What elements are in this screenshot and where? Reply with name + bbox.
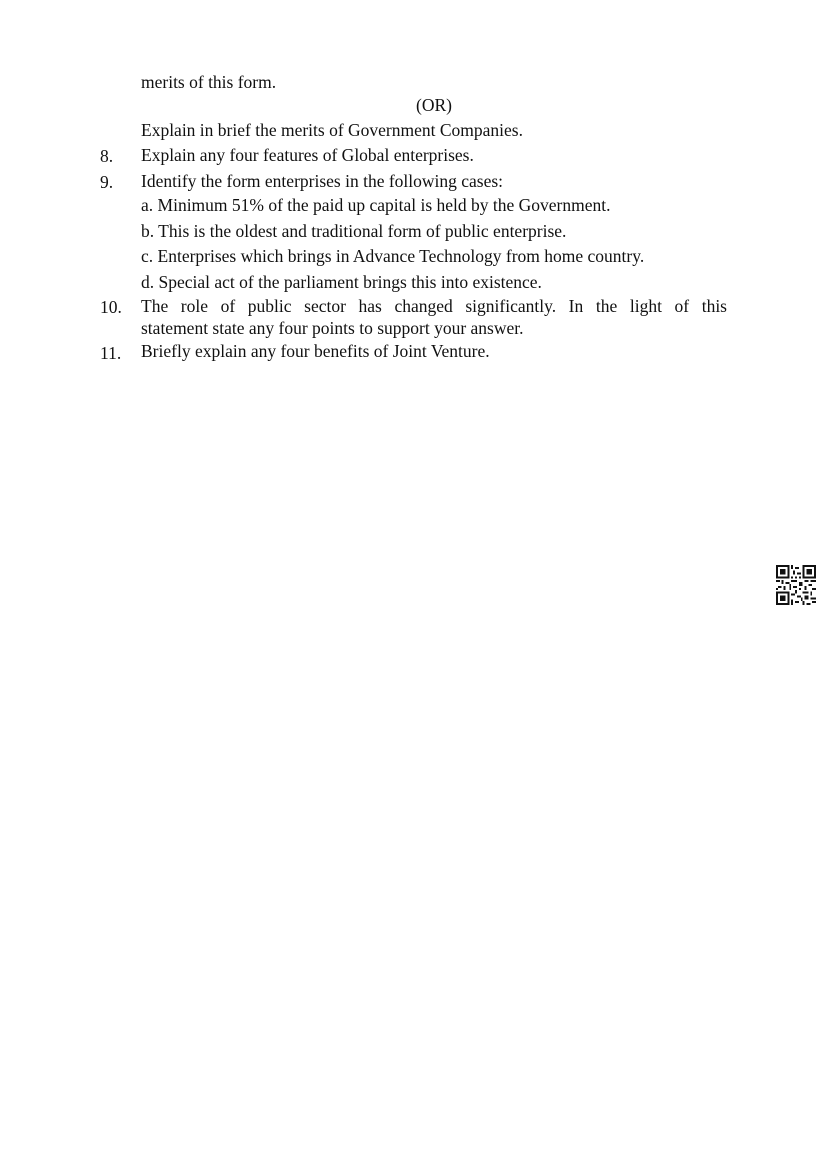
alternative-question-text: Explain in brief the merits of Government Companies. xyxy=(141,120,523,140)
question-text: Explain any four features of Global enterprises. xyxy=(141,145,474,165)
sub-item: c. Enterprises which brings in Advance Technology from home country. xyxy=(141,246,645,266)
question-number: 11. xyxy=(100,343,122,363)
qr-code-icon xyxy=(776,565,816,605)
sub-item: b. This is the oldest and traditional form of public enterprise. xyxy=(141,221,567,241)
question-text: Briefly explain any four benefits of Joint Venture. xyxy=(141,341,490,361)
question-text-line1: The role of public sector has changed significantly. In the light of this xyxy=(141,296,727,316)
sub-item: a. Minimum 51% of the paid up capital is held by the Government. xyxy=(141,195,611,215)
sub-item: d. Special act of the parliament brings this into existence. xyxy=(141,272,542,292)
question-number: 8. xyxy=(100,146,114,166)
question-number: 10. xyxy=(100,297,122,317)
or-separator: (OR) xyxy=(416,95,452,115)
question-text-line2: statement state any four points to support your answer. xyxy=(141,318,524,338)
question-number: 9. xyxy=(100,172,114,192)
question-text: Identify the form enterprises in the following cases: xyxy=(141,171,504,191)
continuation-text: merits of this form. xyxy=(141,72,277,92)
